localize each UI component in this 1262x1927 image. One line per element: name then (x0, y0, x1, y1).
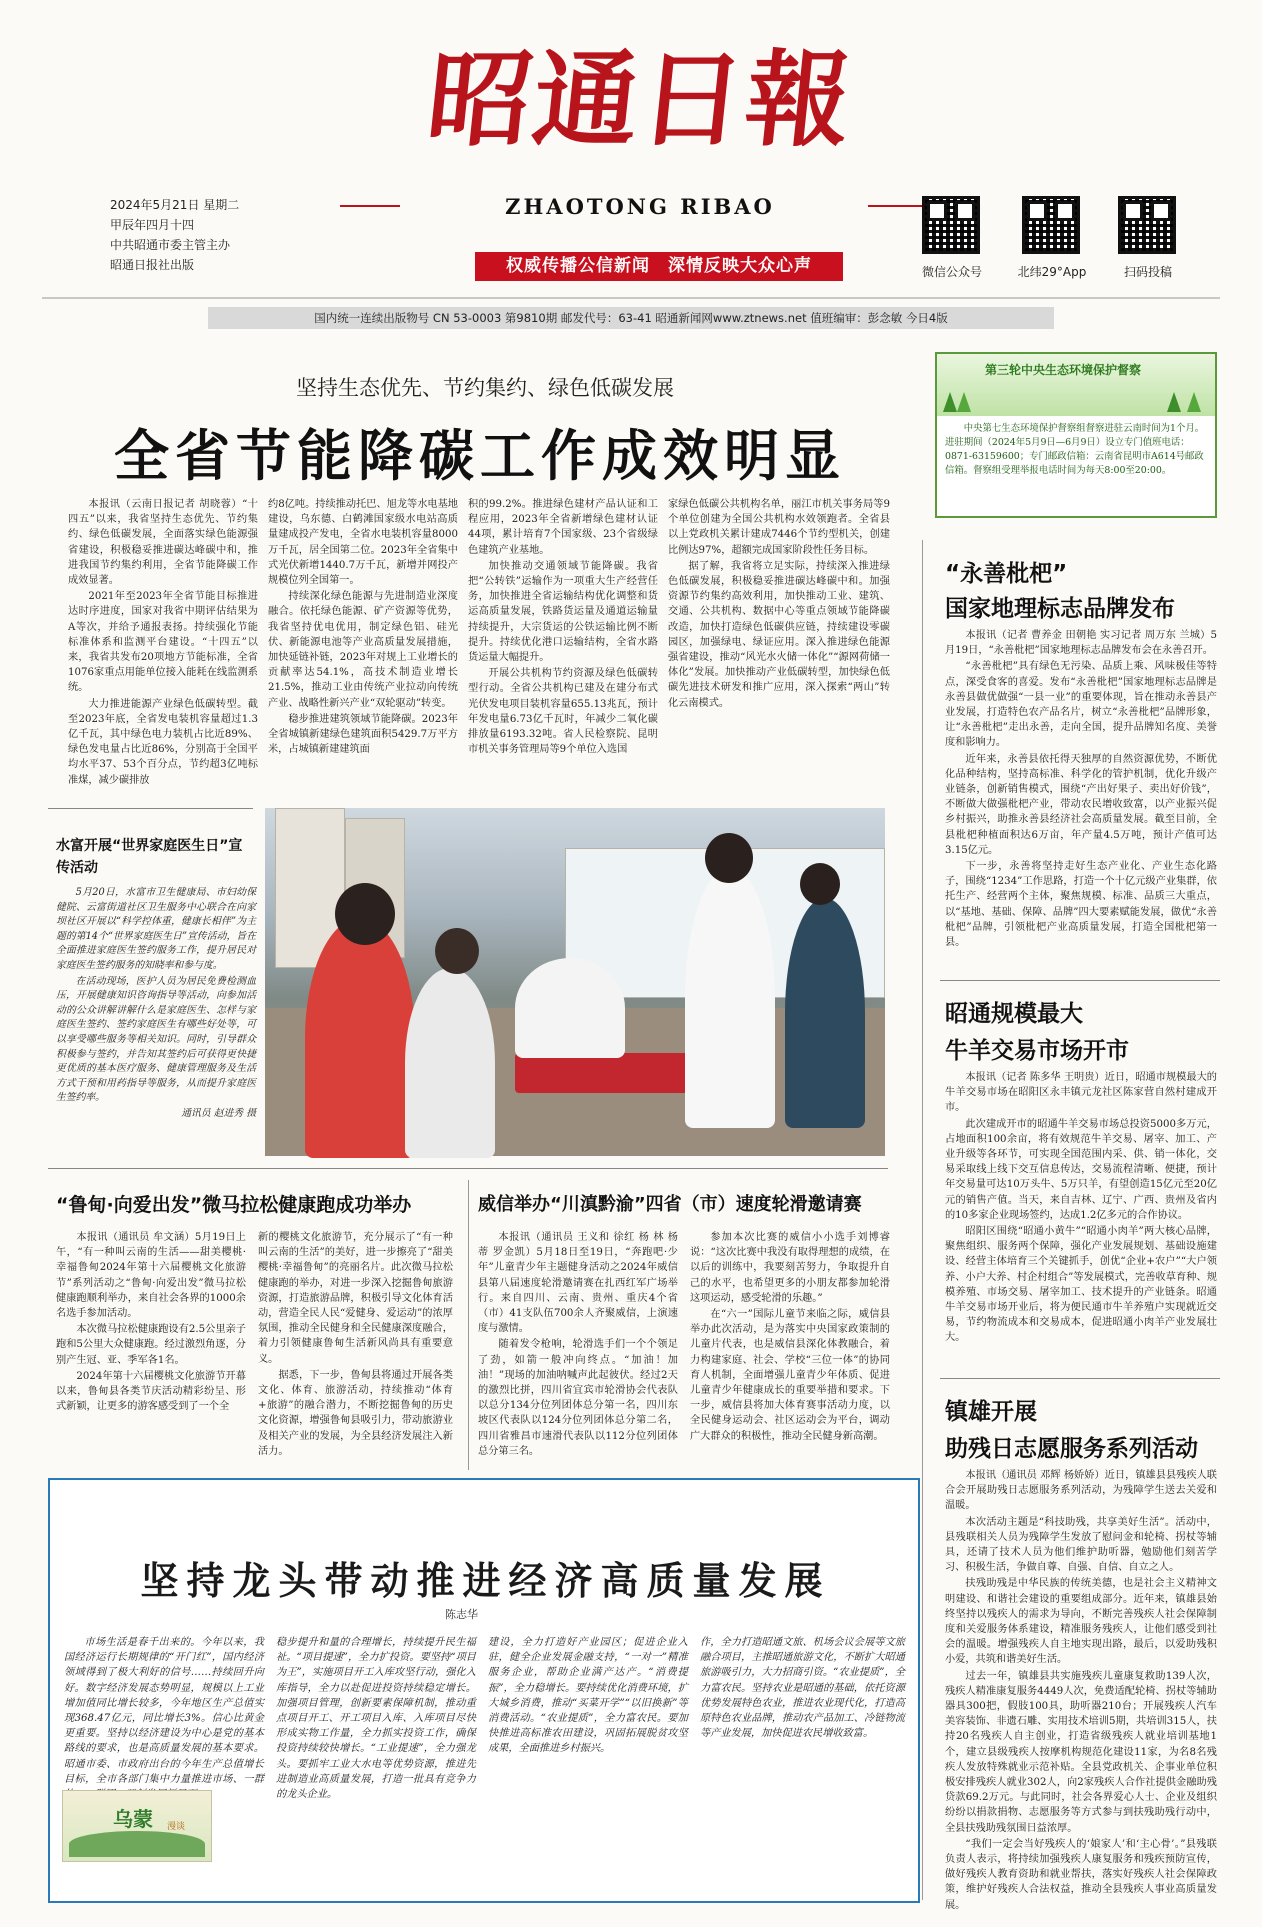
volunteer-headline-1: 镇雄开展 (945, 1399, 1037, 1425)
pinyin-rule-left (340, 205, 400, 207)
skating-headline: 威信举办“川滇黔渝”四省（市）速度轮滑邀请赛 (478, 1194, 862, 1215)
notice-banner (937, 354, 1215, 416)
column-divider (922, 540, 923, 1900)
market-headline-1: 昭通规模最大 (945, 1001, 1083, 1027)
sponsor: 中共昭通市委主管主办 (110, 238, 231, 252)
marathon-column-1: 本报讯（通讯员 牟文涵）5月19日上午，“有一种叫云南的生活——甜美樱桃·幸福鲁甸2024年第十六届樱桃文化旅游节”系列活动之“鲁甸·向爱出发”微马拉松健康跑顺利举办，来自社会各界的1000余名选手参加活动。 本次微马拉松健康跑设有2.5公里亲子跑和5公里大众健康跑。经过激烈角逐，分别产生冠、亚、季军各1名。 2024年第十六届樱桃文化旅游节开幕以来，鲁甸县各类节庆活动精彩纷呈、形式新颖，让更多的游客感受到了一个全 (56, 1232, 246, 1413)
qr-label: 北纬29°App (1017, 265, 1087, 279)
commentary-column-3: 建设，全力打造好产业园区；促进企业入驻，健全企业发展金融支持，“一对一”精准服务企业，帮助企业满产达产。“消费提振”，全力稳增长。要持续优化消费环境，扩大城乡消费，推动“买菜开学”“以旧换新”等消费活动。“农业提质”，全力富农民。要加快推进高标准农田建设，巩固拓展脱贫攻坚成果，全面推进乡村振兴。 (488, 1637, 688, 1755)
mountain-icon (69, 1831, 205, 1857)
lead-column-4: 家绿色低碳公共机构名单，丽江市机关事务局等9个单位创建为全国公共机构水效领跑者。全省县以上党政机关累计建成7446个节约型机关，创建比例达97%，超额完成国家阶段性任务目标。 据了解，我省将立足实际，持续深入推进绿色低碳发展，积极稳妥推进碳达峰碳中和。加强资源节约集约高效利用，加快推动工业、建筑、交通、公共机构、数据中心等重点领域节能降碳改造，加快打造绿色低碳供应链，持续建设零碳园区，加强绿电、绿证应用。深入推进绿色能源强省建设，推动“风光水火储一体化”“源网荷储一体化”发展。加快推动产业低碳转型，加快绿色低碳先进技术研发和推广应用，深入探索“两山”转化云南模式。 (668, 499, 890, 709)
qr-code-icon[interactable] (1022, 196, 1080, 254)
logo-title: 乌蒙 (113, 1807, 153, 1831)
divider (48, 1168, 888, 1169)
divider (940, 1378, 1220, 1379)
divider (940, 980, 1220, 981)
volunteer-article: 本报讯（通讯员 邓辉 杨娇娇）近日，镇雄县县残疾人联合会开展助残日志愿服务系列活动，为残障学生送去关爱和温暖。 本次活动主题是“科技助残，共享美好生活”。活动中，县残联相关人员为残障学生发放了慰问金和轮椅、拐杖等辅具，还请了技术人员为他们维护助听器，勉励他们刻苦学习、积极生活，争做自尊、自强、自信、自立之人。 扶残助残是中华民族的传统美德，也是社会主义精神文明建设、和谐社会建设的重要组成部分。近年来，镇雄县始终坚持以残疾人的需求为导向，不断完善残疾人社会保障制度和关爱服务体系建设，精准服务残疾人，让他们感受到社会的温暖。增强残疾人自主地实现出路，最后，以爱助残积小爱，共筑和谐美好生活。 过去一年，镇雄县共实施残疾儿童康复救助139人次，残疾人精准康复服务4449人次，免费适配轮椅、拐杖等辅助器具300把，假肢100具，助听器210台；开展残疾人汽车美容装饰、非遗石雕、实用技术培训5期，共培训315人，扶持20名残疾人自主创业，打造省级残疾人就业培训基地1个，建立县级残疾人按摩机构规范化建设11家，为名8名残疾人发放特殊就业示范补贴。全县党政机关、企事业单位积极安排残疾人就业302人，向2家残疾人合作社提供金融助残贷款69.2万元。与此同时，社会各界爱心人士、企业及组织纷纷以捐款捐物、志愿服务等方式参与到扶残助残行动中，全县扶残助残氛围日益浓厚。 “我们一定会当好残疾人的‘娘家人’和‘主心骨’。”县残联负责人表示，将持续加强残疾人康复服务和残疾预防宣传，做好残疾人教育资助和就业帮扶，落实好残疾人社会保障政策，维护好残疾人合法权益，推动全县残疾人事业高质量发展。 (945, 1470, 1217, 1911)
person-shape (405, 968, 495, 1158)
publisher: 昭通日报社出版 (110, 258, 195, 272)
market-article: 本报讯（记者 陈多华 王明贵）近日，昭通市规模最大的牛羊交易市场在昭阳区永丰镇元龙社区陈家营自然村建成开市。 此次建成开市的昭通牛羊交易市场总投资5000多万元，占地面积100余亩，将有效规范牛羊交易、屠宰、加工、产业升级等各环节，可实现全国范围内采、供、销一体化，交易采取线上线下交互信息传达，交易流程清晰、便捷，预计年交易量可达10万头牛、5万只羊，有望创造15亿元至20亿元的销售产值。当天，来自吉林、辽宁、广西、贵州及省内的10多家企业现场签约，达成1.2亿多元的合作协议。 昭阳区围绕“昭通小黄牛”“昭通小肉羊”两大核心品牌，聚焦组织、服务两个保障，强化产业发展规划、基础设施建设、经营主体培育三个关键抓手，创优“企业+农户”“大户领养、小户大养、村企村组合”等发展模式，完善收草育种、规模养殖、市场交易、屠宰加工、技术提升的产业链条。昭通牛羊交易市场开业后，将为便民通市牛羊养殖户实现就近交易，节约物流成本和交易成本，促进昭通小肉羊产业发展壮大。 (945, 1072, 1217, 1344)
skating-column-2: 参加本次比赛的威信小小选手刘博睿说：“这次比赛中我没有取得理想的成绩，在以后的训练中，我要刻苦努力，争取提升自己的水平，也希望更多的小朋友都参加轮滑这项运动，感受轮滑的乐趣。” 在“六一”国际儿童节来临之际，威信县举办此次活动，是为落实中央国家政策制的儿童片代表，也是威信县深化体教融合，着力构建家庭、社会、学校“三位一体”的协同育人机制，全面增强儿童青少年体质、促进儿童青少年健康成长的重要举措和要求。下一步，威信县将加大体育赛事活动力度，以全民健身运动会、社区运动会为平台，调动广大群众的积极性，推动全民健身新高潮。 (690, 1232, 890, 1442)
notice-title: 第三轮中央生态环境保护督察 (985, 363, 1142, 377)
commentary-column-2: 稳步提升和量的合理增长，持续提升民生福祉。“项目提速”，全力扩投资。要坚持“项目为王”，实施项目开工入库攻坚行动，强化入库指导，全力以赴促进投资持续稳定增长。加强项目管理，创新要素保障机制，推动重点项目开工、开工项目入库、入库项目尽快形成实物工作量，全力抓实投资工作，确保投资持续较快增长。“工业提速”，全力强龙头。要抓牢工业大水电等优势资源，推进先进制造业高质量发展，打造一批具有竞争力的龙头企业。 (276, 1637, 476, 1801)
doctor-headline: 水富开展“世界家庭医生日”宣传活动 (56, 838, 243, 876)
brand-headline-2: 国家地理标志品牌发布 (945, 596, 1175, 622)
notice-body: 中央第七生态环境保护督察组督察进驻云南时间为1个月。进驻期间（2024年5月9日—6月9日）设立专门值班电话：0871-63159600；专门邮政信箱：云南省昆明市A614号邮政信箱。督察组受理举报电话时间为每天8:00至20:00。 (945, 423, 1205, 476)
qr-code-icon[interactable] (922, 196, 980, 254)
lead-kicker: 坚持生态优先、节约集约、绿色低碳发展 (296, 376, 674, 400)
market-headline-2: 牛羊交易市场开市 (945, 1038, 1129, 1064)
lunar-date: 甲辰年四月十四 (110, 218, 195, 232)
skating-column-1: 本报讯（通讯员 王义和 徐红 杨 林 杨 蒂 罗金凯）5月18日至19日，“奔跑吧·少年”儿童青少年主题健身活动之2024年威信县第八届速度轮滑邀请赛在扎西红军广场举行。来自四川、云南、贵州、重庆4个省（市）41支队伍700余人齐聚威信，上演速度与激情。 随着发令枪响，轮滑选手们一个个领足了劲，如箭一般冲向终点。“加油！加油！”现场的加油呐喊声此起彼伏。经过2天的激烈比拼，四川省宜宾市轮滑协会代表队以总分134分位列团体总分第一名，四川东坡区代表队以124分位列团体总分第二名，四川省雅昌市速滑代表队以112分位列团体总分第三名。 (478, 1232, 678, 1457)
brand-headline-1: “永善枇杷” (945, 561, 1068, 587)
volunteer-headline-2: 助残日志愿服务系列活动 (945, 1436, 1198, 1462)
divider (42, 297, 1220, 299)
lead-column-2: 约8亿吨。持续推动托巴、旭龙等水电基地建设，乌东德、白鹤滩国家级水电站高质量建成投产发电，全省水电装机容量8000万千瓦，居全国第二位。2023年全省集中式光伏新增1440.7万千瓦，新增并网投产规模位列全国第一。 持续深化绿色能源与先进制造业深度融合。依托绿色能源、矿产资源等优势，我省坚持优电优用，制定绿色铝、硅光伏、新能源电池等产业高质量发展措施，加快延链补链，2023年对规上工业增长的贡献率达54.1%，高技术制造业增长21.5%，推动工业由传统产业拉动向传统产业、战略性新兴产业“双轮驱动”转变。 稳步推进建筑领域节能降碳。2023年全省城镇新建绿色建筑面积5429.7万平方米，占城镇新建建筑面 (268, 499, 458, 756)
divider (48, 808, 253, 809)
marathon-column-2: 新的樱桃文化旅游节，充分展示了“有一种叫云南的生活”的美好，进一步擦亮了“甜美樱桃·幸福鲁甸”的亮丽名片。此次微马拉松健康跑的举办，对进一步深入挖掘鲁甸旅游资源，打造旅游品牌，积极引导文化体育活动，营造全民人民“爱健身、爱运动”的浓厚氛围，推动全民健身和全民健康深度融合，着力引领健康鲁甸生活新风尚具有重要意义。 据悉，下一步，鲁甸县将通过开展各类文化、体育、旅游活动，持续推动“体育+旅游”的融合潜力，不断挖掘鲁甸的历史文化资源，增强鲁甸县吸引力，带动旅游业及相关产业的发展，为全县经济发展注入新活力。 (258, 1232, 453, 1457)
lead-headline: 全省节能降碳工作成效明显 (113, 424, 846, 488)
date: 2024年5月21日 星期二 (110, 198, 240, 212)
person-shape (515, 958, 625, 1058)
brand-article: 本报讯（记者 曹养金 田朝艳 实习记者 周万东 兰城）5月19日，“永善枇杷”国家地理标志品牌发布会在永善召开。 “永善枇杷”具有绿色无污染、品质上乘、风味极佳等特点，深受食客的喜爱。发布“永善枇杷”国家地理标志品牌是永善县做优做强“一县一业”的重要体现，旨在推动永善县产业发展，打造特色农产品名片，树立“永善枇杷”品牌形象，让“永善枇杷”走出永善，走向全国，提升品牌知名度、美誉度和影响力。 近年来，永善县依托得天独厚的自然资源优势，不断优化品种结构，坚持高标准、科学化的管护机制，优化升级产业链条，创新销售模式，围绕“产出好果子、卖出好价钱”，不断做大做强枇杷产业，带动农民增收致富，以产业振兴促乡村振兴，助推永善县经济社会高质量发展。截至目前，全县枇杷种植面积达6万亩，年产量4.5万吨，预计产值可达3.15亿元。 下一步，永善将坚持走好生态产业化、产业生态化路子，围绕“1234”工作思路，打造一个十亿元级产业集群，依托生产、经营两个主体，聚焦规模、标准、品质三大重点，以“基地、基础、保障、品牌”四大要素赋能发展，做优“永善枇杷”品牌，引领枇杷产业高质量发展，打造全国枇杷第一县。 (945, 630, 1217, 949)
person-head (335, 883, 395, 945)
person-shape (305, 918, 415, 1158)
masthead-title: 昭通日報 (421, 38, 859, 161)
commentary-column-4: 作，全力打造昭通文旅、机场会议会展等文旅融合项目，主推昭通旅游文化，不断扩大昭通旅游吸引力，大力招商引资。“农业提质”，全力富农民。坚持农业是昭通的基础，依托资源优势发展特色农业，推进农业现代化，打造高原特色农业品牌，推动农产品加工、冷链物流等产业发展，加快促进农民增收致富。 (700, 1637, 905, 1740)
slogan-banner: 权威传播公信新闻 深情反映大众心声 (475, 252, 843, 281)
doctor-article: 5月20日，水富市卫生健康局、市妇幼保健院、云富街道社区卫生服务中心联合在向家坝社区开展以“科学控体重，健康长相伴”为主题的第14个“世界家庭医生日”宣传活动，旨在全面推进家庭医生签约服务工作，提升居民对家庭医生签约服务的知晓率和参与度。 在活动现场，医护人员为居民免费检测血压，开展健康知识咨询指导等活动，向参加活动的公众讲解讲解什么是家庭医生、怎样与家庭医生签约、签约家庭医生有哪些好处等，可以享受哪些服务等相关知识。同时，引导群众积极参与签约，并告知其签约后可获得更快捷更优质的基本医疗服务、健康管理服务及生活方式干预和用药指导等服务，从而提升家庭医生签约率。 通讯员 赵进秀 摄 (56, 887, 256, 1119)
publication-info-bar: 国内统一连续出版物号 CN 53-0003 第9810期 邮发代号：63-41 昭通新闻网www.ztnews.net 值班编审：彭念敏 今日4版 (208, 307, 1054, 329)
qr-label: 扫码投稿 (1123, 265, 1172, 279)
person-shape (785, 898, 865, 1128)
pinyin-rule-right (868, 205, 928, 207)
marathon-headline: “鲁甸·向爱出发”微马拉松健康跑成功举办 (56, 1194, 412, 1216)
person-shape (685, 868, 775, 1128)
column-logo (62, 1790, 212, 1862)
masthead-pinyin: ZHAOTONG RIBAO (505, 194, 775, 219)
lead-column-3: 积的99.2%。推进绿色建材产品认证和工程应用，2023年全省新增绿色建材认证44项，累计培育7个国家级、23个省级绿色建筑产业基地。 加快推动交通领域节能降碳。我省把“公转铁”运输作为一项重大生产经营任务，加快推进全省运输结构优化调整和货运高质量发展，铁路货运量及通道运输量持续提升，大宗货运的公铁运输比例不断提升。持续优化港口运输结构，全省水路货运量大幅提升。 开展公共机构节约资源及绿色低碳转型行动。全省公共机构已建及在建分布式光伏发电项目装机容量655.13兆瓦，预计年发电量6.73亿千瓦时，年减少二氧化碳排放量6193.32吨。省人民检察院、昆明市机关事务管理局等9个单位入选国 (468, 499, 658, 756)
logo-subtitle: 漫谈 (167, 1822, 186, 1832)
lead-column-1: 本报讯（云南日报记者 胡晓蓉）“十四五”以来，我省坚持生态优先、节约集约、绿色低碳发展，全面落实绿色能源强省建设，积极稳妥推进碳达峰碳中和，推进我国节约集约利用，全省节能降碳工作成效显著。 2021年至2023年全省节能目标推进达时序进度，国家对我省中期评估结果为A等次，并给予通报表扬。持续强化节能标准体系和监测平台建设。“十四五”以来，我省共发布20项地方节能标准，全省1076家重点用能单位接入能耗在线监测系统。 大力推进能源产业绿色低碳转型。截至2023年底，全省发电装机容量超过1.3亿千瓦，其中绿色电力装机占比近89%、绿色发电量占比近86%，分别高于全国平均水平37、53个百分点，节约超3亿吨标准煤，减少碳排放 (68, 499, 258, 786)
inspection-notice-box (935, 352, 1217, 518)
news-photo (265, 808, 885, 1156)
column-divider (468, 1180, 469, 1470)
commentary-headline: 坚持龙头带动推进经济高质量发展 (140, 1559, 831, 1603)
person-head (435, 928, 479, 974)
qr-code-icon[interactable] (1118, 196, 1176, 254)
qr-label: 微信公众号 (921, 265, 982, 279)
person-head (800, 863, 840, 905)
person-head (705, 833, 753, 883)
commentary-column-1: 市场生活是春千出来的。今年以来，我国经济运行长期规律的“开门红”，国内经济领域得到了极大利好的信号……持续回升向好。数字经济发展态势明显，规模以上工业增加值同比增长较多，今年地区生产总值实现368.47亿元，同比增长3%。信心比黄金更重要。坚持以经济建设为中心是党的基本路线的要求，也是高质量发展的基本要求。昭通市委、市政府出台的今年生产总值增长目标，全市各部门集中力量推进市场、一群 (64, 1637, 264, 1785)
commentary-author: 陈志华 (445, 1608, 478, 1621)
